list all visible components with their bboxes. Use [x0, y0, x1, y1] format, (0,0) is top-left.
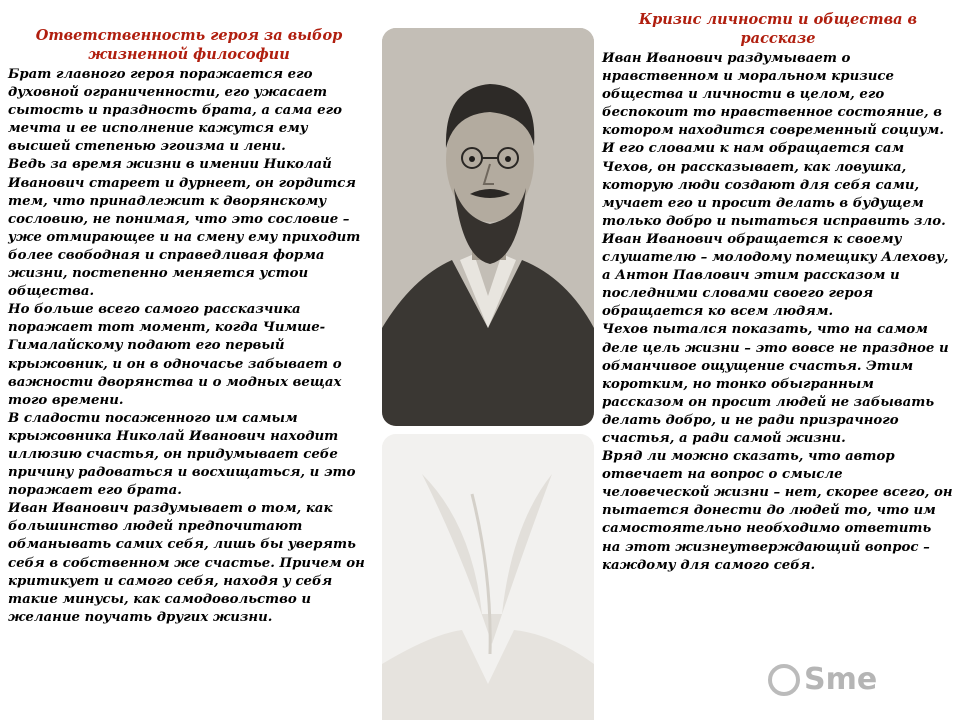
right-column [602, 10, 954, 575]
portrait-image [382, 28, 594, 426]
faded-portrait-image [382, 434, 594, 720]
faded-portrait-drawing [382, 434, 594, 720]
left-body-text: Брат главного героя поражается его духовной ограниченности, его ужасает сытость и праздность брата, а сама его мечта и ее исполнение кажутся ему высшей степенью эгоизма и лени. Ведь за время жизни в имении Николай Иванович стареет и дурнеет, он гордится тем, что принадлежит к дворянскому сословию, не понимая, что это сословие – уже отмирающее и на смену ему приходит более свободная и справедливая форма жизни, постепенно меняется устои общества. Но больше всего самого рассказчика поражает тот момент, когда Чимше-Гималайскому подают его первый крыжовник, и он в одночасье забывает о важности дворянства и о модных вещах того времени. В сладости посаженного им самым крыжовника Николай Иванович находит иллюзию счастья, он придумывает себе причину радоваться и восхищаться, и это поражает его брата. Иван Иванович раздумывает о том, как большинство людей предпочитают обманывать самих себя, лишь бы уверять себя в собственном же счастье. Причем он критикует и самого себя, находя у себя такие минусы, как самодовольство и желание поучать других жизни. [8, 67, 365, 625]
watermark [768, 662, 877, 697]
circle-logo-icon [768, 664, 800, 696]
left-column [8, 26, 370, 627]
right-heading: Кризис личности и общества в рассказе [638, 11, 918, 47]
watermark-text: Sme [804, 662, 878, 697]
right-body-text: Иван Иванович раздумывает о нравственном и моральном кризисе общества и личности в целом, его беспокоит то нравственное состояние, в котором находится современный социум. И его словами к нам обращается сам Чехов, он рассказывает, как ловушка, которую люди создают для себя сами, мучает его и просит делать в будущем только добро и пытаться исправить зло. Иван Иванович обращается к своему слушателю – молодому помещику Алехову, а Антон Павлович этим рассказом и последними словами своего героя обращается ко всем людям. Чехов пытался показать, что на самом деле цель жизни – это вовсе не праздное и обманчивое ощущение счастья. Этим коротким, но тонко обыгранным рассказом он просит людей не забывать делать добро, и не ради призрачного счастья, а ради самой жизни. Вряд ли можно сказать, что автор отвечает на вопрос о смысле человеческой жизни – нет, скорее всего, он пытается донести до людей то, что им самостоятельно необходимо ответить на этот жизнеутверждающий вопрос – каждому для самого себя. [602, 51, 953, 573]
portrait-drawing [382, 28, 594, 426]
left-heading: Ответственность героя за выбор жизненной философии [35, 27, 343, 63]
